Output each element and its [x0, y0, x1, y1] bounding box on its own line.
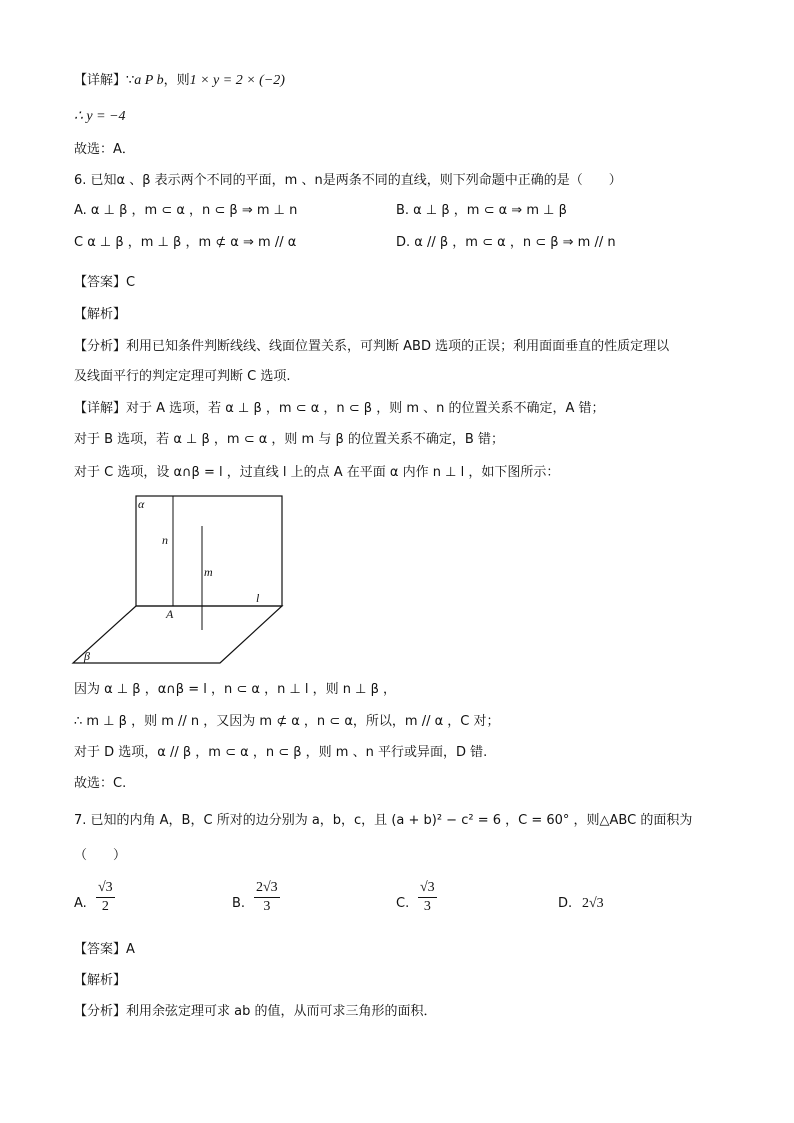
q7-option-b-label: B.	[232, 896, 246, 911]
q7-option-b-num: 2√3	[254, 880, 280, 898]
label-m: m	[204, 565, 213, 579]
plane-beta	[73, 606, 282, 663]
q7-option-a-num: √3	[96, 880, 115, 898]
detail-equation: 1 × y = 2 × (−2)	[189, 73, 285, 88]
q6-analysis-head: 【解析】	[74, 307, 127, 322]
q6-detail-2: 对于 B 选项，若 α ⊥ β ，m ⊂ α ，则 m 与 β 的位置关系不确定，B 错；	[74, 432, 504, 447]
q7-paren: （ ）	[74, 848, 127, 863]
q6-option-b: B. α ⊥ β ，m ⊂ α ⇒ m ⊥ β	[396, 203, 567, 218]
q7-option-a-den: 2	[101, 899, 109, 914]
label-l: l	[256, 591, 260, 605]
q7-option-c-frac	[418, 880, 437, 915]
q7-option-c-label: C.	[396, 896, 410, 911]
vector-parallel-expr: a P b	[134, 73, 164, 88]
q7-analysis-head: 【解析】	[74, 973, 127, 988]
q6-stem: 6. 已知α 、β 表示两个不同的平面，m 、n是两条不同的直线，则下列命题中正确的是（ ）	[74, 173, 622, 188]
q6-detail-1: 【详解】对于 A 选项，若 α ⊥ β ，m ⊂ α ，n ⊂ β ，则 m 、n 的位置关系不确定，A 错；	[74, 401, 605, 416]
q7-option-c-num: √3	[418, 880, 437, 898]
plane-alpha	[136, 496, 282, 606]
q6-detail-3: 对于 C 选项，设 α∩β = l ，过直线 l 上的点 A 在平面 α 内作 n ⊥ l ，如下图所示：	[74, 465, 560, 480]
q6-analysis-2: 及线面平行的判定定理可判断 C 选项.	[74, 369, 291, 384]
q7-option-a-frac	[96, 880, 115, 915]
q7-option-b-frac	[254, 880, 280, 915]
q6-option-d: D. α // β ，m ⊂ α ，n ⊂ β ⇒ m // n	[396, 235, 616, 250]
q6-after-3: 对于 D 选项，α // β ，m ⊂ α ，n ⊂ β ，则 m 、n 平行或异面，D 错.	[74, 745, 488, 760]
label-alpha: α	[138, 497, 145, 511]
q7-option-b-den: 3	[263, 899, 271, 914]
q7-option-d-label: D.	[558, 896, 573, 911]
q6-after-2: ∴ m ⊥ β ，则 m // n ，又因为 m ⊄ α ，n ⊂ α，所以，m // α ，C 对；	[74, 714, 500, 729]
label-A: A	[166, 607, 174, 621]
q7-answer: 【答案】A	[74, 942, 135, 957]
choice-line: 故选：A．	[74, 142, 135, 157]
q6-answer: 【答案】C	[74, 275, 136, 290]
q7-option-d-value: 2√3	[582, 896, 604, 911]
label-n: n	[162, 533, 168, 547]
detail-mid: ，则	[163, 73, 190, 88]
q6-option-c: C α ⊥ β ，m ⊥ β ，m ⊄ α ⇒ m // α	[74, 235, 297, 250]
detail-line-2: ∴ y = −4	[74, 109, 126, 124]
q7-option-c-den: 3	[423, 899, 431, 914]
q6-after-4: 故选：C.	[74, 776, 127, 791]
q7-option-a-label: A.	[74, 896, 87, 911]
q6-option-a: A. α ⊥ β ，m ⊂ α ，n ⊂ β ⇒ m ⊥ n	[74, 203, 298, 218]
q6-analysis-1: 【分析】利用已知条件判断线线、线面位置关系，可判断 ABD 选项的正误；利用面面垂直的性质定理以	[74, 339, 670, 354]
planes-figure	[70, 492, 290, 668]
q7-analysis-1: 【分析】利用余弦定理可求 ab 的值，从而可求三角形的面积．	[74, 1004, 437, 1019]
q6-after-1: 因为 α ⊥ β ，α∩β = l ，n ⊂ α ，n ⊥ l ，则 n ⊥ β ，	[74, 682, 397, 697]
detail-line-1	[74, 71, 285, 91]
q7-stem: 7. 已知的内角 A，B，C 所对的边分别为 a，b，c，且 (a + b)² − c² = 6 ，C = 60° ，则△ABC 的面积为	[74, 813, 693, 828]
detail-prefix: 【详解】∵	[74, 73, 135, 88]
label-beta: β	[84, 649, 90, 663]
